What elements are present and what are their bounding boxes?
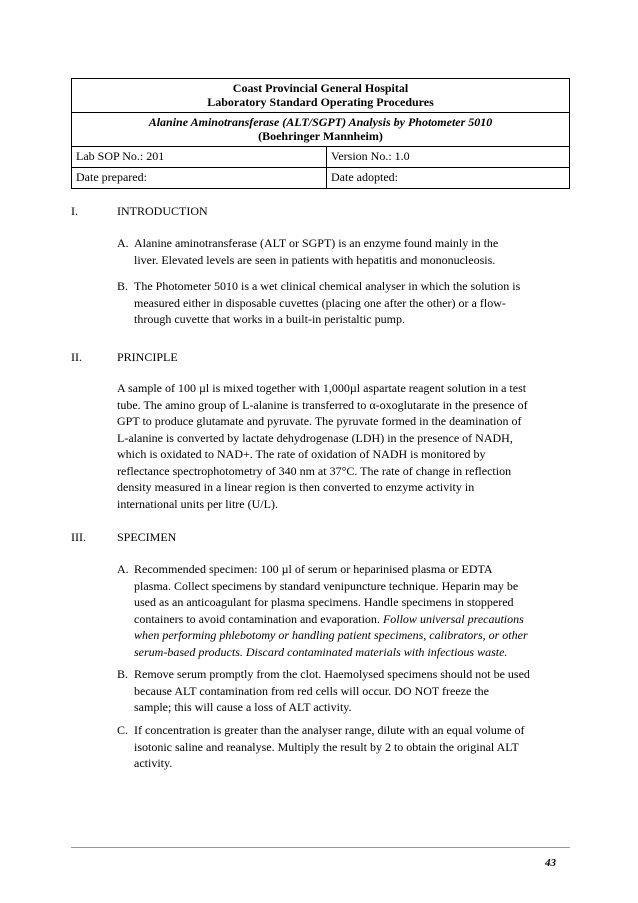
sop-header-table <box>71 78 570 189</box>
item-text-line: Remove serum promptly from the clot. Haemolysed specimens should not be used <box>134 667 530 681</box>
document-type: Laboratory Standard Operating Procedures <box>207 95 434 109</box>
precautions-text: Follow universal precautions <box>382 611 524 626</box>
intro-item-b <box>117 278 567 328</box>
paragraph-line: tube. The amino group of L-alanine is transferred to α-oxoglutarate in the presence of <box>117 397 528 412</box>
section-title: INTRODUCTION <box>117 204 208 218</box>
item-text-line: If concentration is greater than the analyser range, dilute with an equal volume of <box>134 723 525 737</box>
paragraph-line: which is oxidated to NAD+. The rate of oxidation of NADH is monitored by <box>117 447 486 461</box>
item-text-line: plasma. Collect specimens by standard venipuncture technique. Heparin may be <box>134 578 519 593</box>
item-text-line: activity. <box>134 756 173 770</box>
item-label: B. <box>117 667 129 681</box>
intro-item-a <box>117 235 567 268</box>
paragraph-line: A sample of 100 µl is mixed together with 1,000µl aspartate reagent solution in a test <box>117 381 527 395</box>
item-label: B. <box>117 279 129 293</box>
item-text-run: containers to avoid contamination and evaporation. <box>134 611 383 626</box>
item-text-line: Alanine aminotransferase (ALT or SGPT) is an enzyme found mainly in the <box>134 236 499 250</box>
item-text-line: isotonic saline and reanalyse. Multiply the result by 2 to obtain the original ALT <box>134 739 519 754</box>
section-number: III. <box>71 530 86 544</box>
item-text-line <box>134 611 567 628</box>
precautions-text: serum-based products. Discard contaminated materials with infectious waste. <box>134 644 508 659</box>
sop-number: Lab SOP No.: 201 <box>72 147 327 168</box>
item-text-line: Recommended specimen: 100 µl of serum or heparinised plasma or EDTA <box>134 562 493 576</box>
principle-paragraph <box>117 380 567 512</box>
item-text-line: measured either in disposable cuvettes (placing one after the other) or a flow- <box>134 295 506 310</box>
item-label: A. <box>117 236 129 250</box>
paragraph-line: reflectance spectrophotometry of 340 nm at 37°C. The rate of change in reflection <box>117 463 512 478</box>
header-title-cell <box>72 113 570 147</box>
footer-divider <box>71 847 570 848</box>
item-text-line: used as an anticoagulant for plasma specimens. Handle specimens in stoppered <box>134 595 514 609</box>
procedure-title: Alanine Aminotransferase (ALT/SGPT) Analysis by Photometer 5010 <box>148 115 493 129</box>
item-text-line: The Photometer 5010 is a wet clinical chemical analyser in which the solution is <box>134 279 521 293</box>
paragraph-line: density measured in a linear region is then converted to enzyme activity in <box>117 480 475 494</box>
item-text-line: through cuvette that works in a built-in peristaltic pump. <box>134 312 405 326</box>
hospital-name: Coast Provincial General Hospital <box>232 81 409 95</box>
item-text-line: liver. Elevated levels are seen in patients with hepatitis and mononucleosis. <box>134 252 496 267</box>
section-number: I. <box>71 204 78 218</box>
paragraph-line: L-alanine is converted by lactate dehydrogenase (LDH) in the presence of NADH, <box>117 430 513 445</box>
specimen-item-b <box>117 666 567 716</box>
precautions-text: when performing phlebotomy or handling patient specimens, calibrators, or other <box>134 628 528 642</box>
specimen-item-c <box>117 722 567 772</box>
item-label: C. <box>117 723 129 737</box>
procedure-manufacturer: (Boehringer Mannheim) <box>258 129 383 143</box>
date-prepared: Date prepared: <box>72 168 327 189</box>
section-title: PRINCIPLE <box>117 350 178 364</box>
date-adopted: Date adopted: <box>327 168 570 189</box>
page-number: 43 <box>545 857 556 869</box>
section-number: II. <box>71 350 82 364</box>
paragraph-line: GPT to produce glutamate and pyruvate. The pyruvate formed in the deamination of <box>117 414 522 428</box>
version-number: Version No.: 1.0 <box>327 147 570 168</box>
item-text-line: sample; this will cause a loss of ALT activity. <box>134 700 352 714</box>
section-title: SPECIMEN <box>117 530 177 544</box>
paragraph-line: international units per litre (U/L). <box>117 496 278 511</box>
specimen-item-a <box>117 561 567 660</box>
header-hospital-cell <box>72 79 570 113</box>
item-text-line: because ALT contamination from red cells will occur. DO NOT freeze the <box>134 683 489 698</box>
item-label: A. <box>117 562 129 576</box>
